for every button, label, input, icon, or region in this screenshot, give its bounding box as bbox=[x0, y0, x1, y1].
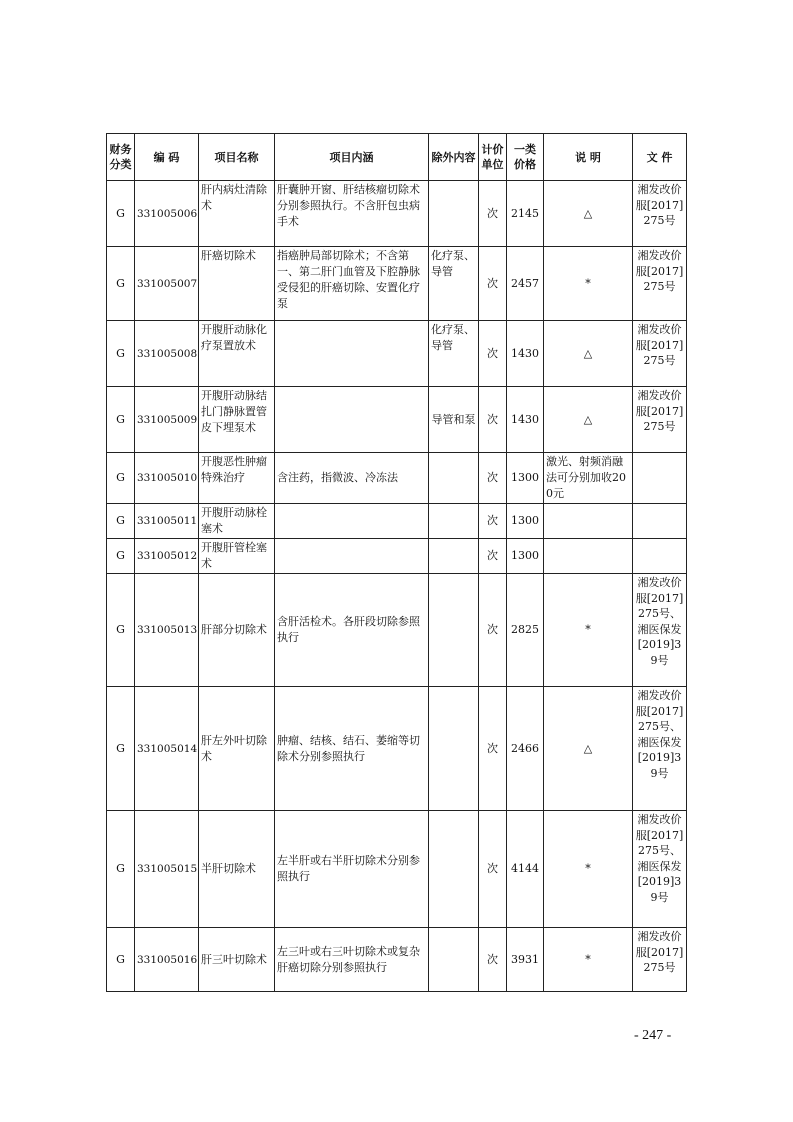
cell-doc: 湘发改价服[2017]275号 bbox=[633, 387, 687, 453]
cell-category: G bbox=[107, 687, 135, 811]
cell-content: 含注药，指微波、冷冻法 bbox=[275, 453, 429, 504]
cell-category: G bbox=[107, 928, 135, 992]
cell-price: 1430 bbox=[507, 321, 544, 387]
cell-category: G bbox=[107, 539, 135, 574]
cell-code: 331005009 bbox=[135, 387, 199, 453]
cell-code: 331005012 bbox=[135, 539, 199, 574]
cell-content: 左三叶或右三叶切除术或复杂肝癌切除分别参照执行 bbox=[275, 928, 429, 992]
cell-doc: 湘发改价服[2017]275号 bbox=[633, 928, 687, 992]
cell-content: 左半肝或右半肝切除术分别参照执行 bbox=[275, 811, 429, 928]
cell-doc: 湘发改价服[2017]275号、湘医保发[2019]39号 bbox=[633, 811, 687, 928]
cell-category: G bbox=[107, 453, 135, 504]
cell-unit: 次 bbox=[479, 181, 507, 247]
cell-content: 肿瘤、结核、结石、萎缩等切除术分别参照执行 bbox=[275, 687, 429, 811]
cell-excluded: 导管和泵 bbox=[429, 387, 479, 453]
header-excluded: 除外内容 bbox=[429, 134, 479, 181]
cell-category: G bbox=[107, 574, 135, 687]
cell-doc bbox=[633, 504, 687, 539]
cell-price: 2457 bbox=[507, 247, 544, 321]
cell-doc: 湘发改价服[2017]275号 bbox=[633, 247, 687, 321]
cell-name: 开腹肝管栓塞术 bbox=[199, 539, 275, 574]
cell-name: 肝内病灶清除术 bbox=[199, 181, 275, 247]
cell-name: 开腹肝动脉栓塞术 bbox=[199, 504, 275, 539]
cell-unit: 次 bbox=[479, 247, 507, 321]
cell-unit: 次 bbox=[479, 504, 507, 539]
cell-price: 4144 bbox=[507, 811, 544, 928]
cell-content bbox=[275, 387, 429, 453]
cell-excluded bbox=[429, 687, 479, 811]
cell-note: * bbox=[544, 247, 633, 321]
cell-name: 开腹肝动脉结扎门静脉置管皮下埋泵术 bbox=[199, 387, 275, 453]
cell-unit: 次 bbox=[479, 574, 507, 687]
cell-note: △ bbox=[544, 181, 633, 247]
cell-excluded bbox=[429, 181, 479, 247]
cell-price: 3931 bbox=[507, 928, 544, 992]
cell-doc: 湘发改价服[2017]275号、湘医保发[2019]39号 bbox=[633, 574, 687, 687]
table-row bbox=[107, 539, 687, 574]
table-row bbox=[107, 181, 687, 247]
header-category: 财务分类 bbox=[107, 134, 135, 181]
cell-note: * bbox=[544, 811, 633, 928]
cell-code: 331005010 bbox=[135, 453, 199, 504]
header-content: 项目内涵 bbox=[275, 134, 429, 181]
cell-price: 1300 bbox=[507, 504, 544, 539]
cell-code: 331005014 bbox=[135, 687, 199, 811]
page-number: - 247 - bbox=[634, 1028, 672, 1043]
cell-excluded: 化疗泵、导管 bbox=[429, 321, 479, 387]
cell-unit: 次 bbox=[479, 453, 507, 504]
cell-name: 半肝切除术 bbox=[199, 811, 275, 928]
cell-price: 1430 bbox=[507, 387, 544, 453]
table-row bbox=[107, 504, 687, 539]
cell-price: 2825 bbox=[507, 574, 544, 687]
table-row bbox=[107, 247, 687, 321]
cell-code: 331005008 bbox=[135, 321, 199, 387]
cell-content: 肝囊肿开窗、肝结核瘤切除术分别参照执行。不含肝包虫病手术 bbox=[275, 181, 429, 247]
cell-note: * bbox=[544, 928, 633, 992]
cell-code: 331005011 bbox=[135, 504, 199, 539]
cell-note: △ bbox=[544, 321, 633, 387]
cell-unit: 次 bbox=[479, 687, 507, 811]
cell-code: 331005016 bbox=[135, 928, 199, 992]
cell-unit: 次 bbox=[479, 811, 507, 928]
cell-excluded bbox=[429, 574, 479, 687]
cell-content: 含肝活检术。各肝段切除参照执行 bbox=[275, 574, 429, 687]
cell-category: G bbox=[107, 504, 135, 539]
cell-excluded bbox=[429, 811, 479, 928]
table-row bbox=[107, 811, 687, 928]
header-price: 一类价格 bbox=[507, 134, 544, 181]
cell-unit: 次 bbox=[479, 539, 507, 574]
cell-name: 开腹肝动脉化疗泵置放术 bbox=[199, 321, 275, 387]
fee-table bbox=[106, 133, 687, 992]
table-row bbox=[107, 387, 687, 453]
header-note: 说 明 bbox=[544, 134, 633, 181]
cell-note: 激光、射频消融法可分别加收200元 bbox=[544, 453, 633, 504]
cell-name: 肝左外叶切除术 bbox=[199, 687, 275, 811]
header-doc: 文 件 bbox=[633, 134, 687, 181]
cell-code: 331005013 bbox=[135, 574, 199, 687]
cell-doc bbox=[633, 453, 687, 504]
cell-name: 肝三叶切除术 bbox=[199, 928, 275, 992]
cell-content: 指癌肿局部切除术；不含第一、第二肝门血管及下腔静脉受侵犯的肝癌切除、安置化疗泵 bbox=[275, 247, 429, 321]
cell-code: 331005015 bbox=[135, 811, 199, 928]
header-code: 编 码 bbox=[135, 134, 199, 181]
cell-note bbox=[544, 504, 633, 539]
cell-excluded bbox=[429, 453, 479, 504]
header-unit: 计价单位 bbox=[479, 134, 507, 181]
cell-name: 肝癌切除术 bbox=[199, 247, 275, 321]
cell-note bbox=[544, 539, 633, 574]
table-row bbox=[107, 928, 687, 992]
cell-unit: 次 bbox=[479, 928, 507, 992]
cell-code: 331005007 bbox=[135, 247, 199, 321]
cell-price: 2145 bbox=[507, 181, 544, 247]
cell-doc: 湘发改价服[2017]275号 bbox=[633, 181, 687, 247]
table-row bbox=[107, 574, 687, 687]
cell-excluded: 化疗泵、导管 bbox=[429, 247, 479, 321]
cell-content bbox=[275, 539, 429, 574]
cell-doc: 湘发改价服[2017]275号 bbox=[633, 321, 687, 387]
cell-category: G bbox=[107, 247, 135, 321]
cell-category: G bbox=[107, 387, 135, 453]
cell-name: 开腹恶性肿瘤特殊治疗 bbox=[199, 453, 275, 504]
header-row bbox=[107, 134, 687, 181]
table-row bbox=[107, 453, 687, 504]
cell-excluded bbox=[429, 504, 479, 539]
cell-unit: 次 bbox=[479, 321, 507, 387]
table-row bbox=[107, 321, 687, 387]
cell-note: △ bbox=[544, 387, 633, 453]
cell-category: G bbox=[107, 321, 135, 387]
cell-code: 331005006 bbox=[135, 181, 199, 247]
cell-content bbox=[275, 504, 429, 539]
header-name: 项目名称 bbox=[199, 134, 275, 181]
cell-price: 1300 bbox=[507, 453, 544, 504]
cell-unit: 次 bbox=[479, 387, 507, 453]
cell-doc bbox=[633, 539, 687, 574]
cell-price: 1300 bbox=[507, 539, 544, 574]
cell-name: 肝部分切除术 bbox=[199, 574, 275, 687]
cell-category: G bbox=[107, 811, 135, 928]
cell-content bbox=[275, 321, 429, 387]
cell-excluded bbox=[429, 539, 479, 574]
cell-price: 2466 bbox=[507, 687, 544, 811]
cell-excluded bbox=[429, 928, 479, 992]
cell-note: △ bbox=[544, 687, 633, 811]
cell-note: * bbox=[544, 574, 633, 687]
table-row bbox=[107, 687, 687, 811]
cell-category: G bbox=[107, 181, 135, 247]
cell-doc: 湘发改价服[2017]275号、湘医保发[2019]39号 bbox=[633, 687, 687, 811]
